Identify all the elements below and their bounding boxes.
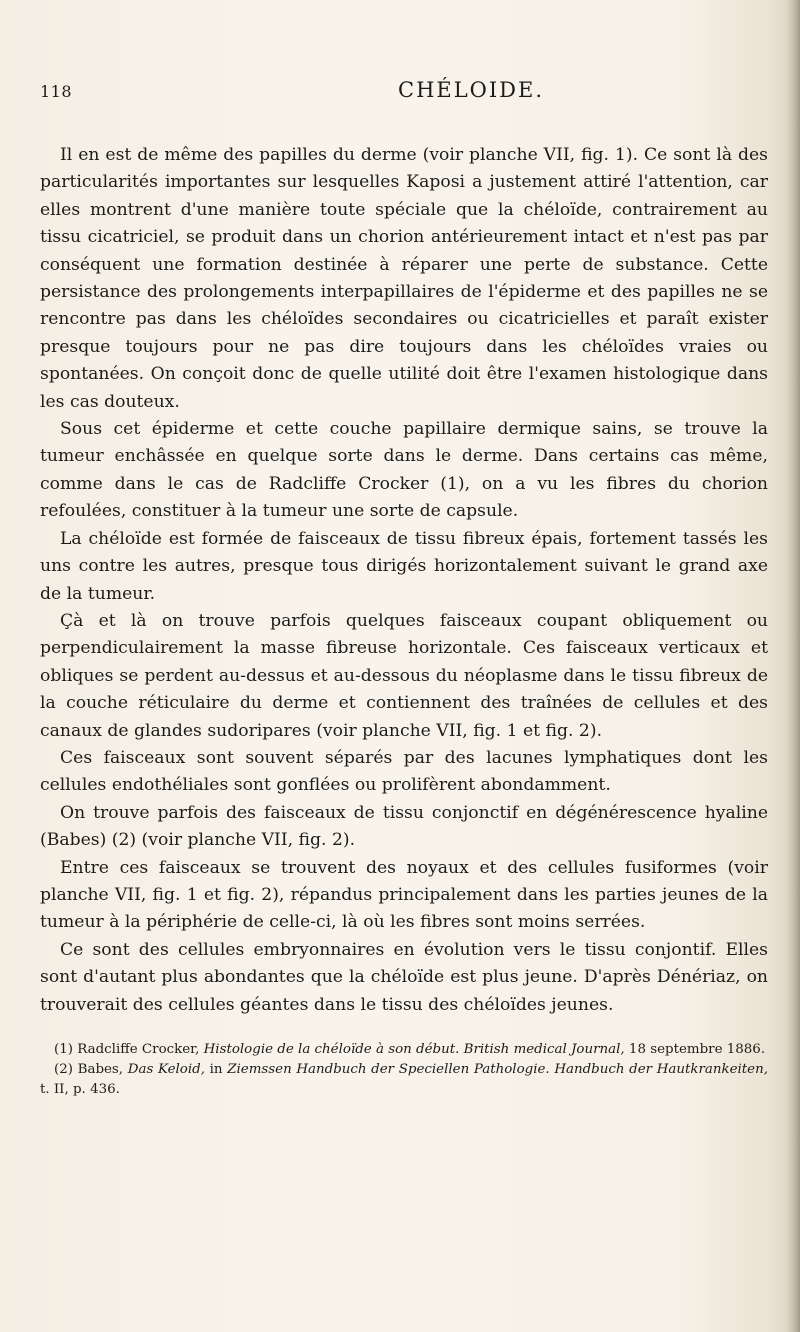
running-title: CHÉLOIDE.	[398, 78, 545, 102]
footnote-2-in: in	[204, 1062, 228, 1077]
footnotes	[40, 1040, 768, 1100]
footnote-2-source: Ziemssen Handbuch der Speciellen Pathologie. Handbuch der Hautkrankeiten,	[227, 1062, 768, 1077]
footnote-1-prefix: (1) Radcliffe Crocker,	[54, 1042, 204, 1057]
body-text	[40, 142, 768, 1019]
page-edge-shadow	[786, 0, 800, 1332]
paragraph: Entre ces faisceaux se trouvent des noyaux et des cellules fusiformes (voir planche VII, fig. 1 et fig. 2), répandus principalement dans les parties jeunes de la tumeur à la périphérie de celle-ci, là où les fibres sont moins serrées.	[40, 857, 768, 933]
footnote-1	[40, 1040, 768, 1060]
footnote-2	[40, 1060, 768, 1100]
footnote-1-title: Histologie de la chéloïde à son début. British medical Journal,	[203, 1042, 625, 1057]
page-number: 118	[40, 82, 73, 101]
page-header	[0, 78, 800, 108]
footnote-2-title: Das Keloid,	[127, 1062, 205, 1077]
paragraph: Ce sont des cellules embryonnaires en évolution vers le tissu conjontif. Elles sont d'autant plus abondantes que la chéloïde est plus jeune. D'après Dénériaz, on trouverait des cellules géantes dans le tissu des chéloïdes jeunes.	[40, 939, 768, 1015]
paragraph: On trouve parfois des faisceaux de tissu conjonctif en dégénérescence hyaline (Babes) (2) (voir planche VII, fig. 2).	[40, 802, 768, 851]
footnote-2-prefix: (2) Babes,	[54, 1062, 128, 1077]
footnote-1-date: 18 septembre 1886.	[624, 1042, 766, 1057]
footnote-2-ref: t. II, p. 436.	[40, 1082, 120, 1097]
paragraph: Ces faisceaux sont souvent séparés par des lacunes lymphatiques dont les cellules endothéliales sont gonflées ou prolifèrent abondamment.	[40, 747, 768, 796]
paragraph: La chéloïde est formée de faisceaux de tissu fibreux épais, fortement tassés les uns contre les autres, presque tous dirigés horizontalement suivant le grand axe de la tumeur.	[40, 528, 768, 604]
paragraph: Il en est de même des papilles du derme (voir planche VII, fig. 1). Ce sont là des particularités importantes sur lesquelles Kaposi a justement attiré l'attention, car elles montrent d'une manière toute spéciale que la chéloïde, contrairement au tissu cicatriciel, se produit dans un chorion antérieurement intact et n'est pas par conséquent une formation destinée à réparer une perte de substance. Cette persistance des prolongements interpapillaires de l'épiderme et des papilles ne se rencontre pas dans les chéloïdes secondaires ou cicatricielles et paraît exister presque toujours pour ne pas dire toujours dans les chéloïdes vraies ou spontanées. On conçoit donc de quelle utilité doit être l'examen histologique dans les cas douteux.	[40, 145, 768, 412]
paragraph: Çà et là on trouve parfois quelques faisceaux coupant obliquement ou perpendiculairement la masse fibreuse horizontale. Ces faisceaux verticaux et obliques se perdent au-dessus et au-dessous du néoplasme dans le tissu fibreux de la couche réticulaire du derme et contiennent des traînées de cellules et des canaux de glandes sudoripares (voir planche VII, fig. 1 et fig. 2).	[40, 610, 768, 741]
paragraph: Sous cet épiderme et cette couche papillaire dermique sains, se trouve la tumeur enchâssée en quelque sorte dans le derme. Dans certains cas même, comme dans le cas de Radcliffe Crocker (1), on a vu les fibres du chorion refoulées, constituer à la tumeur une sorte de capsule.	[40, 419, 768, 522]
